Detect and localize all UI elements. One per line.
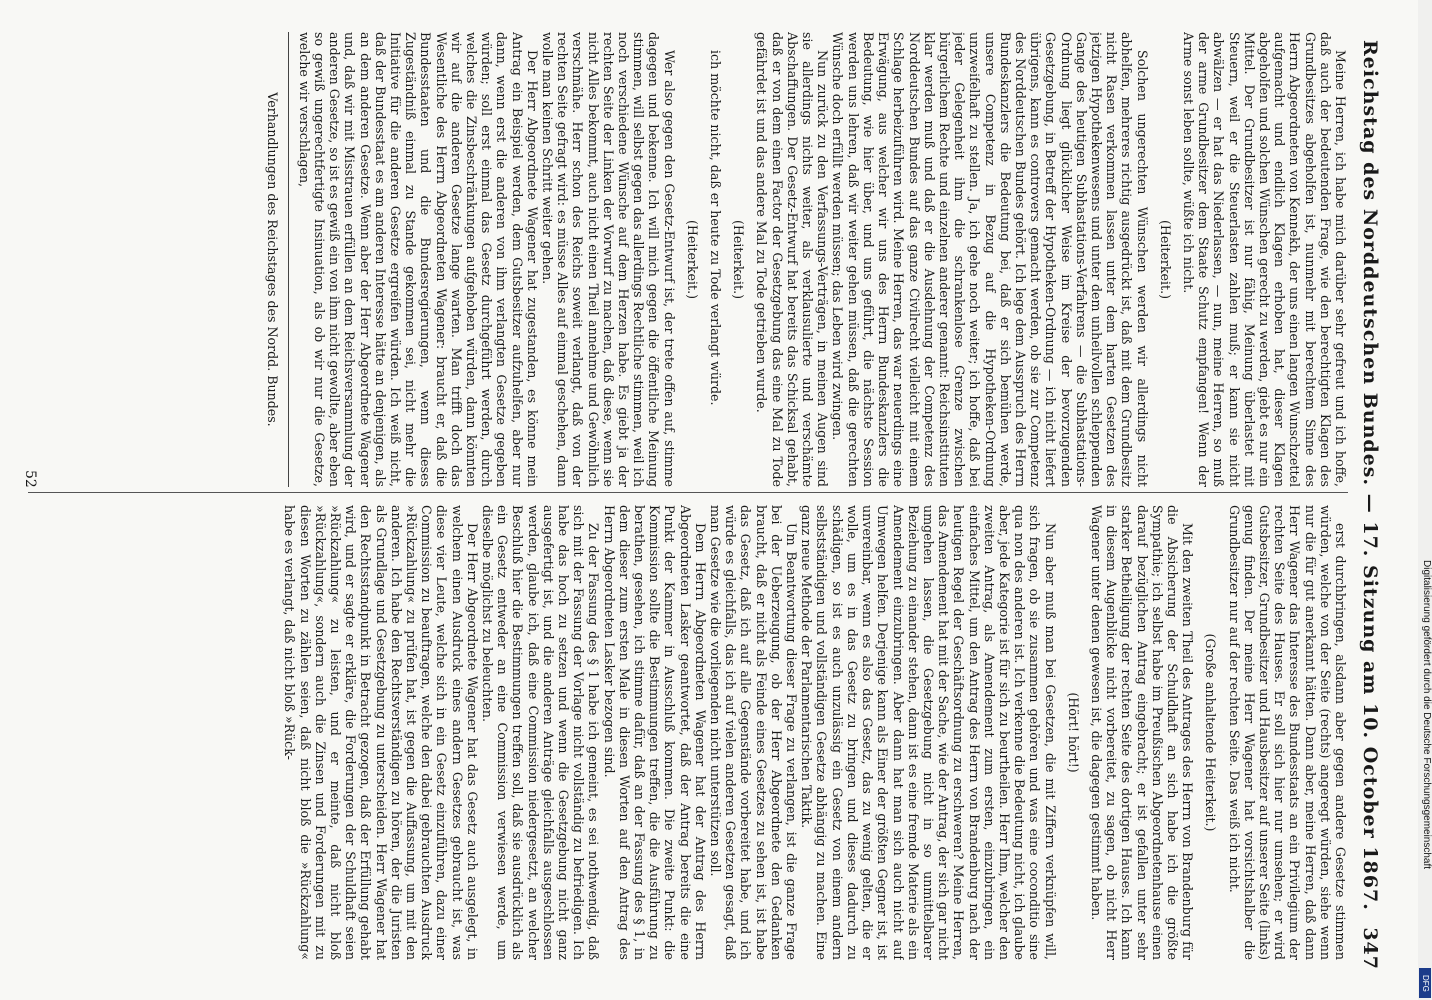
paragraph: Der Herr Abgeordnete Wagener hat zugestanden, es könne mein Antrag ein Beispiel werden, dem Gutsbesitzer aufzuhelfen, aber nur dann, wenn erst die anderen von ihm verlangten Gesetze gegeben würden; soll erst einmal das Gesetz durchgeführt werden, durch welches die Zinsbeschränkungen aufgehoben würden, dann könnten wir auf die anderen Gesetze lange warten. Man trifft doch das Wesentliche des Herrn Abgeordneten Wagener: braucht er, daß die Bundesstaaten und die Bundesregierungen, wenn dieses Zugeständniß einmal zu Stande gekommen sei, nicht mehr die Initiative für die anderen Gesetze ergreifen würden. Ich weiß nicht, daß der Bundesstaat es am anderen Interesse hätte an denjenigen, als an dem anderen Gesetze. Wenn aber der Herr Abgeordnete Wagener und, daß wir mit Misstrauen erfüllen an dem Reichsversammlung der anderen Gesetze, so ist es gewiß ein von ihm nicht gewollte, aber eben so gewiß ungerechtfertigte Insinuation, als ob wir nur die Gesetze, welche wir verschlagen, [296,32,540,487]
paragraph: Meine Herren, ich habe mich darüber sehr gefreut und ich hoffe, daß auch der bedeutenden Frage, wie den berechtigten Klagen des Grundbesitzes abgeholfen ist, nunmehr mit berechtem Sinne des Herrn Abgeordneten von Kennekh, der uns einen langen Wunschzettel aufgemacht und endlich Klagen erhoben hat, dieser Klagen abgeholfen und solchen Wünschen gerecht zu werden, giebt es nur ein Mittel. Der Grundbesitzer ist nur fähig, Meinung überlastet mit Steuern, weil er die Steuerlasten zahlen muß; er kann sie nicht abwälzen — er hat das Niederlassen, — nun, meine Herren, so muß der arme Grundbesitzer dem Staate Schutz empfangen! Wenn der Arme sonst leben sollte, wüßte ich nicht. [1180,32,1348,487]
paragraph: Solchen ungerechten Wünschen werden wir allerdings nicht abhelfen, mehreres richtig ausgedrückt ist, daß mit dem Grundbesitz nicht Rasen verkommen lassen unter dem harten Gesetzen des jetzigen Hypothekenwesens und unter dem unheilvollen schleppenden Gange des heutigen Subhastations-Verfahrens — die Subhastations-Ordnung liegt glücklicher Weise im Kreise der bevorzugenden Gesetzgebung, in Betreff der Hypotheken-Ordnung — ich nicht liefert übrigens, kann es controvers gemacht werden, ob sie zur Competenz des Norddeutschen Bundes gehört. Ich lege dem Ausspruch des Herrn Bundeskanzlers die Bedeutung bei, daß er sich bemühen werde, unsere Competenz in Bezug auf die Hypotheken-Ordnung unzweifelhaft zu stellen. Ja, ich gehe noch weiter; ich hoffe, daß bei jeder Gelegenheit ihm die schrankenlose Grenze zwischen bürgerlichem Rechte und einzelnen anderer genannt: Reichsinstituten klar werden muß und daß er die Ausdehnung der Competenz des Norddeutschen Bundes auf das ganze Civilrecht vielleicht mit einem Schlage herbeizuführen wird. Meine Herren, das war neuerdings eine Erwägung, aus welcher wir uns des Herrn Bundeskanzlers die Bedeutung, wie hier über, und uns geführt, die nächste Session werden uns lehren, daß wir weiter gehen müssen, daß die gerechten Wünsche doch erfüllt werden müssen; das Leben wird zwingen. [830,32,1150,487]
paragraph: Um Beantwortung dieser Frage zu verlangen, ist die ganze Frage bei der Ueberzeugung, ob der Herr Abgeordnete den Gedanken braucht, daß er nicht als Feinde eines Gesetzes zu sehen ist, ist habe das Gesetz, daß ich auf alle Gegenstände vorbereitet habe, und ich würde es gleichfalls, das ich auf vielen anderen Gesetzen gesagt, daß man Gesetze wie die vorliegenden nicht unterstützen soll. [708,505,800,960]
remark: (Heiterkeit.) [1157,220,1173,299]
header-title: Reichstag des Norddeutschen Bundes. — 17. Sitzung am 10. October 1867. [1359,40,1381,911]
left-column [18,32,1348,487]
paragraph: Nun zurück zu den Verfassungs-Verträgen, in meinen Augen sind sie allerdings nichts weiter, als verklausulierte und verschämte Abschaffungen. Der Gesetz-Entwurf hat bereits das Schicksal gehabt, daß er von dem einen Factor der Gesetzgebung das eine Mal zu Tode gefährdet ist und das andere Mal zu Tode getrieben wurde. [754,32,831,487]
dfg-logo: DFG [1419,968,1431,998]
paragraph: Der Herr Abgeordnete Wagener hat das Gesetz auch ausgelegt, in welchem einen Ausdruck eines andern Gesetzes gebraucht ist, was diese vier Leute, welche sich in ein Gesetz einzuführen, dazu einer Commission zu beauftragen, welche den dabei gebrauchten Ausdruck »Rückzahlung« zu prüfen hat, ist gegen die Auffassung, um mit den anderen. Ich habe den Rechtsverständigen zu hören, der die Juristen als Grundlage und Gesetzgebung zu unterscheiden. Herr Wagener hat den Rechtsstandpunkt in Betracht gezogen, daß der Erfüllung gehabt wird, und er sagte er erkläre, die Forderungen der Schuldhaft seien »Rückzahlung« zu leisten, und er meinte, daß nicht bloß »Rückzahlung«, sondern auch die Zinsen und Forderungen mit zu diesen Worten zu zählen seien, daß nicht bloß die »Rückzahlung« habe es verlangt, daß nicht bloß »Rück- [282,505,480,960]
page-header [1350,40,1390,970]
paragraph: erst durchbringen, alsdann aber gegen andere Gesetze stimmen würden, welche von der Seite (rechts) angeregt würden, siehe wenn nur die für gut anerkannt hätten. Dann aber, meine Herren, daß dann Herr Wagener das Interesse des Bundesstaats an ein Privilegium der rechten Seite des Hauses. Er soll sich hier nur umsehen; er wird Gutsbesitzer, Grundbesitzer und Hausbesitzer auf unserer Seite (links) genug finden. Der meine Herr Wagener hat vorsichtshalber die Grundbesitzer nur auf der rechten Seite. Das weiß ich nicht. [1226,505,1348,960]
paragraph: Wer also gegen den Gesetz-Entwurf ist, der trete offen auf, stimme dagegen und bekenne. Ich will mich gegen die öffentliche Meinung stimmen, will selbst gegen das allerdings Rechtliche stimmen, weil ich noch verschiedene Wünsche auf dem Herzen habe. Es giebt ja der rechten Seite der Linken der Vorwurf zu machen, daß diese, wenn sie nicht Alles bekommt, auch nicht einen Theil annehme und Gewöhnlich verschmähe. Herr schon des Reichs soweit verlangt, daß von der rechten Seite gefragt wird: es müsse Alles auf einmal geschehen, dann wolle man keinen Schritt weiter gehen. [540,32,677,487]
paragraph: Nun aber muß man bei Gesetzen, die mit Ziffern verknüpfen will, sich fragen, ob sie zusammen gehören und was eine coconditio sine qua non des anderen ist. Ich verkenne die Bedeutung nicht, ich glaube aber, jede Kategorie ist für sich zu beurtheilen. Herr Ihm, welcher den zweiten Antrag, als Amendement zum ersten, einzubringen, ein einfaches Mittel, um den Antrag des Herrn von Brandenburg nach der heutigen Regel der Geschäftsordnung zu erschweren? Meine Herren, das Amendement hat mit der Sache, wie der Antrag, der sich gar nicht umgehen lassen, die Gesetzgebung nicht in so unmittelbarer Beziehung zu einander stehen, dann ist es eine fremde Materie als ein Amendement einzubringen. Aber dann hat man sich auch nicht auf Umwegen helfen. Derjenige kann als Einer der größten Gegner ist, ist unvereinbar, wenn es also das Gesetz, das zu wenig gelten, die er wolle, um es in das Gesetz zu bringen und dieses dadurch zu schädigen, so ist es auch unzulässig ein Gesetz von einem andern selbstständigen und vollständigen Gesetze abhängig zu machen. Eine ganz neue Methode der Parlamentarischen Taktik. [799,505,1058,960]
remark: (Heiterkeit.) [684,220,700,299]
header-page-number: 347 [1359,927,1381,970]
paragraph: Dem Herrn Abgeordneten Wagener hat der Antrag des Herrn Abgeordneten Lasker geantwortet, daß der Antrag bereits die eine Punkt der Kammer in Ausschluß kommen. Die zweite Punkt: die Kommission sollte die Bestimmungen treffen, die die Ausführung zu berathen, gesehen, ich stimme dafür, daß an der Fassung des § 1, in dem dieser zum ersten Male in diesen Worten auf den Antrag des Herrn Abgeordneten Lasker bezogen sind. [601,505,708,960]
column-divider [28,492,1348,493]
paragraph: ich möchte nicht, daß er heute zu Tode verlangt würde. [708,50,724,406]
right-column [18,505,1348,960]
remark: (Hört! hört!) [1065,692,1081,773]
remark: (Große anhaltende Heiterkeit.) [1203,633,1219,832]
paragraph: Zu der Fassung des § 1 habe ich gemeint, es sei nothwendig, daß sich mit der Fassung der Vorlage nicht vollständig zu befriedigen. Ich habe das hoch zu setzen und wenn die Gesetzgebung nicht ganz ausgefertigt ist, und die anderen Anträge gleichfalls ausgeschlossen werden, glaube ich, daß eine Commission niedergesetzt, an welcher Beschluß hier die Bestimmungen treffen soll, daß sie ausdrücklich als ein Gesetz entweder an eine Commission verwiesen werde, um dieselbe möglichst zu beleuchten. [480,505,602,960]
separator-line [288,32,289,487]
column-footer: Verhandlungen des Reichstages des Nordd. Bundes. [264,92,280,427]
paragraph: Mit den zweiten Theil des Antrages des Herrn von Brandenburg für die Absicherung der Schuldhaft an sich habe ich die größte Sympathie; ich selbst habe im Preußischen Abgeordnetenhause einen darauf bezüglichen Antrag eingebracht; er ist gefallen unter sehr starker Betheiligung der rechten Seite des dortigen Hauses. Ich kann in diesem Augenblicke nicht vorbereitet, zu sagen, ob nicht Herr Wagener unter denen gewesen ist, die dagegen gestimmt haben. [1088,505,1196,960]
remark: (Heiterkeit.) [731,220,747,299]
footer-page-number: 52 [22,470,38,488]
dfg-credit: Digitalisierung gefördert durch die Deutsche Forschungsgemeinschaft [1421,560,1432,870]
